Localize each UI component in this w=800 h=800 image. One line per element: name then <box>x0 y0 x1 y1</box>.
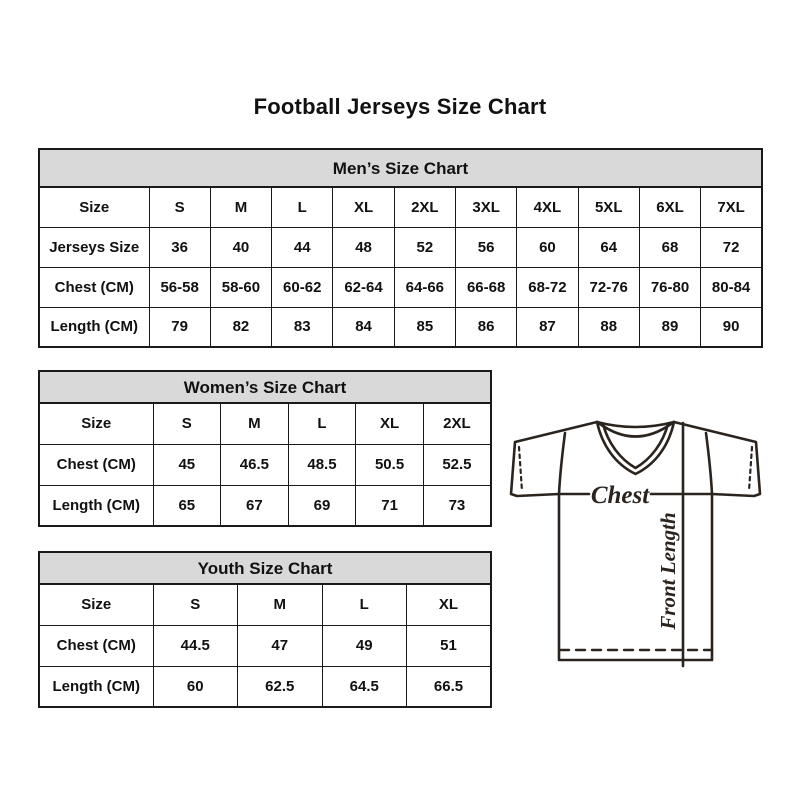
value-cell: 90 <box>701 307 762 347</box>
value-cell: 65 <box>153 485 221 526</box>
value-cell: M <box>221 403 289 444</box>
table-row <box>39 625 491 666</box>
row-label-cell: Chest (CM) <box>39 625 153 666</box>
value-cell: 44 <box>272 227 333 267</box>
value-cell: 84 <box>333 307 394 347</box>
value-cell: 72 <box>701 227 762 267</box>
value-cell: 60 <box>153 666 238 707</box>
value-cell: 58-60 <box>210 267 271 307</box>
value-cell: 82 <box>210 307 271 347</box>
value-cell: S <box>153 584 238 625</box>
value-cell: 6XL <box>639 187 700 227</box>
front-length-label: Front Length <box>656 512 680 630</box>
value-cell: 62-64 <box>333 267 394 307</box>
value-cell: 66.5 <box>407 666 492 707</box>
value-cell: 64 <box>578 227 639 267</box>
jersey-left-sleeve-seam <box>559 433 565 494</box>
row-label-cell: Size <box>39 584 153 625</box>
jersey-measurement-diagram <box>503 415 769 673</box>
mens-size-chart-title: Men’s Size Chart <box>38 148 763 188</box>
youth-size-chart-title: Youth Size Chart <box>38 551 492 585</box>
value-cell: 7XL <box>701 187 762 227</box>
value-cell: 47 <box>238 625 323 666</box>
value-cell: XL <box>407 584 492 625</box>
value-cell: 56 <box>455 227 516 267</box>
value-cell: 62.5 <box>238 666 323 707</box>
mens-size-chart <box>38 148 763 348</box>
value-cell: 46.5 <box>221 444 289 485</box>
value-cell: L <box>288 403 356 444</box>
value-cell: S <box>149 187 210 227</box>
table-row <box>39 444 491 485</box>
row-label-cell: Length (CM) <box>39 485 153 526</box>
row-label-cell: Size <box>39 187 149 227</box>
table-row <box>39 485 491 526</box>
value-cell: 48.5 <box>288 444 356 485</box>
value-cell: 89 <box>639 307 700 347</box>
value-cell: 36 <box>149 227 210 267</box>
value-cell: 64.5 <box>322 666 407 707</box>
value-cell: 60-62 <box>272 267 333 307</box>
row-label-cell: Chest (CM) <box>39 267 149 307</box>
value-cell: 86 <box>455 307 516 347</box>
value-cell: 50.5 <box>356 444 424 485</box>
value-cell: L <box>272 187 333 227</box>
value-cell: 56-58 <box>149 267 210 307</box>
womens-size-chart-title: Women’s Size Chart <box>38 370 492 404</box>
table-row <box>39 187 762 227</box>
value-cell: 68-72 <box>517 267 578 307</box>
table-row <box>39 584 491 625</box>
value-cell: 45 <box>153 444 221 485</box>
jersey-outline <box>511 422 760 660</box>
value-cell: M <box>210 187 271 227</box>
jersey-left-cuff-dashed-line <box>519 447 522 491</box>
value-cell: 80-84 <box>701 267 762 307</box>
mens-size-table <box>38 186 763 348</box>
value-cell: L <box>322 584 407 625</box>
value-cell: 2XL <box>423 403 491 444</box>
jersey-right-sleeve-seam <box>706 433 712 494</box>
value-cell: 52.5 <box>423 444 491 485</box>
value-cell: 68 <box>639 227 700 267</box>
row-label-cell: Jerseys Size <box>39 227 149 267</box>
value-cell: 52 <box>394 227 455 267</box>
value-cell: 85 <box>394 307 455 347</box>
row-label-cell: Length (CM) <box>39 307 149 347</box>
value-cell: 49 <box>322 625 407 666</box>
value-cell: 44.5 <box>153 625 238 666</box>
value-cell: 83 <box>272 307 333 347</box>
chest-label: Chest <box>590 482 650 509</box>
row-label-cell: Length (CM) <box>39 666 153 707</box>
value-cell: 40 <box>210 227 271 267</box>
value-cell: 66-68 <box>455 267 516 307</box>
value-cell: M <box>238 584 323 625</box>
jersey-collar-top-arc <box>597 422 674 427</box>
jersey-right-cuff-dashed-line <box>749 447 752 491</box>
value-cell: 79 <box>149 307 210 347</box>
value-cell: 67 <box>221 485 289 526</box>
table-row <box>39 403 491 444</box>
value-cell: 4XL <box>517 187 578 227</box>
table-row <box>39 227 762 267</box>
table-row <box>39 307 762 347</box>
womens-size-table <box>38 402 492 527</box>
value-cell: 69 <box>288 485 356 526</box>
row-label-cell: Chest (CM) <box>39 444 153 485</box>
value-cell: XL <box>356 403 424 444</box>
table-row <box>39 267 762 307</box>
value-cell: 3XL <box>455 187 516 227</box>
value-cell: 51 <box>407 625 492 666</box>
youth-size-table <box>38 583 492 708</box>
value-cell: 64-66 <box>394 267 455 307</box>
page-title: Football Jerseys Size Chart <box>253 94 547 119</box>
value-cell: S <box>153 403 221 444</box>
value-cell: 87 <box>517 307 578 347</box>
value-cell: 71 <box>356 485 424 526</box>
value-cell: 48 <box>333 227 394 267</box>
value-cell: 73 <box>423 485 491 526</box>
row-label-cell: Size <box>39 403 153 444</box>
youth-size-chart <box>38 551 492 708</box>
womens-size-chart <box>38 370 492 527</box>
value-cell: 76-80 <box>639 267 700 307</box>
value-cell: 60 <box>517 227 578 267</box>
value-cell: XL <box>333 187 394 227</box>
value-cell: 5XL <box>578 187 639 227</box>
table-row <box>39 666 491 707</box>
value-cell: 2XL <box>394 187 455 227</box>
value-cell: 88 <box>578 307 639 347</box>
value-cell: 72-76 <box>578 267 639 307</box>
